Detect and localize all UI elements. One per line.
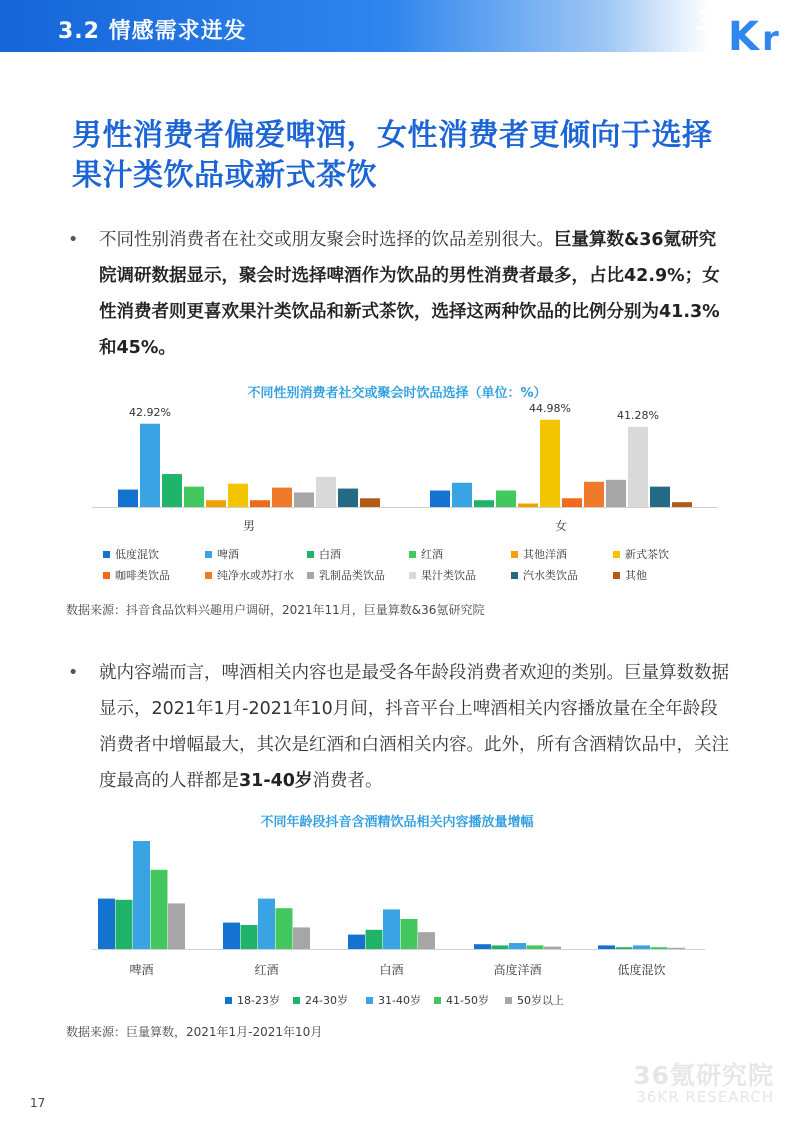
legend-swatch [409,572,416,579]
bar-男-果汁类饮品 [316,477,336,507]
bar-高度洋酒-50岁以上 [544,947,561,949]
bar-低度混饮-41-50岁 [651,947,668,949]
legend-label: 18-23岁 [237,994,280,1007]
bar-女-新式茶饮 [540,420,560,507]
bullet-dot: • [68,663,79,683]
bar-女-其他洋酒 [518,504,538,507]
paragraph-2-normal-1: 就内容端而言，啤酒相关内容也是最受各年龄段消费者欢迎的类别。巨量算数数据显示，2021年1月-2021年10月间，抖音平台上啤酒相关内容播放量在全年龄段消费者中增幅最大，其次是红酒和白酒相关内容。此外，所有含酒精饮品中，关注度最高的人群都是 [99,663,729,791]
data-label: 42.92% [129,405,171,419]
headline: 男性消费者偏爱啤酒，女性消费者更倾向于选择果汁类饮品或新式茶饮 [72,118,713,193]
chart-2-source: 数据来源：巨量算数，2021年1月-2021年10月 [66,1025,323,1039]
legend-label: 汽水类饮品 [523,569,578,582]
legend-swatch [366,997,373,1004]
legend-item [511,546,567,562]
page-number: 17 [30,1096,46,1110]
bar-女-乳制品类饮品 [606,480,626,507]
bar-红酒-18-23岁 [223,923,240,949]
category-label: 啤酒 [129,963,154,977]
legend-item [511,567,578,583]
paragraph-1 [68,222,732,366]
legend-swatch [103,572,110,579]
legend-item [225,992,280,1008]
svg-text:36: 36 [696,7,733,37]
legend-label: 24-30岁 [305,994,348,1007]
bar-低度混饮-24-30岁 [616,947,633,949]
legend-item [434,992,489,1008]
legend-swatch [205,572,212,579]
chart-1-source: 数据来源：抖音食品饮料兴趣用户调研，2021年11月，巨量算数&36氪研究院 [66,603,485,617]
legend-item [613,546,669,562]
bar-白酒-50岁以上 [418,932,435,949]
bar-红酒-41-50岁 [276,908,293,949]
bar-低度混饮-18-23岁 [598,945,615,949]
legend-label: 白酒 [319,548,341,561]
legend-swatch [409,551,416,558]
chart-2 [0,835,794,985]
bar-男-白酒 [162,474,182,507]
bar-男-红酒 [184,487,204,507]
chart-1 [0,401,794,550]
bar-高度洋酒-41-50岁 [527,945,544,949]
bar-男-其他洋酒 [206,500,226,507]
logo-36kr [688,2,788,60]
bar-啤酒-24-30岁 [116,900,133,949]
bar-白酒-24-30岁 [366,930,383,949]
paragraph-2-normal-2: 消费者。 [312,771,383,791]
legend-label: 41-50岁 [446,994,489,1007]
bar-女-纯净水或苏打水 [584,482,604,507]
chart-2-title: 不同年龄段抖音含酒精饮品相关内容播放量增幅 [260,815,534,830]
data-label: 44.98% [529,401,571,415]
section-title: 3.2 情感需求迸发 [58,19,247,44]
legend-label: 纯净水或苏打水 [217,569,294,582]
bar-高度洋酒-24-30岁 [492,945,509,949]
category-label: 高度洋酒 [493,963,542,977]
bar-白酒-31-40岁 [383,909,400,949]
legend-label: 果汁类饮品 [421,569,476,582]
legend-label: 咖啡类饮品 [115,569,170,582]
legend-label: 31-40岁 [378,994,421,1007]
bar-女-果汁类饮品 [628,427,648,507]
category-label: 女 [554,519,568,533]
data-label: 41.28% [617,408,659,422]
category-label: 白酒 [379,963,404,977]
legend-swatch [511,551,518,558]
bar-女-咖啡类饮品 [562,498,582,507]
bar-男-其他 [360,498,380,507]
bar-低度混饮-31-40岁 [633,945,650,949]
legend-swatch [307,572,314,579]
legend-item [613,567,647,583]
legend-item [293,992,348,1008]
legend-item [205,567,294,583]
bar-男-汽水类饮品 [338,489,358,507]
bar-啤酒-50岁以上 [168,903,185,949]
svg-text:r: r [762,19,779,59]
chart-1-title: 不同性别消费者社交或聚会时饮品选择（单位：%） [247,386,547,401]
bar-女-红酒 [496,491,516,507]
legend-swatch [307,551,314,558]
legend-label: 50岁以上 [517,994,564,1007]
bar-红酒-24-30岁 [241,925,258,949]
bar-男-啤酒 [140,424,160,507]
bar-女-汽水类饮品 [650,487,670,507]
bar-啤酒-18-23岁 [98,899,115,949]
legend-item [505,992,564,1008]
bar-女-白酒 [474,500,494,507]
legend-swatch [613,572,620,579]
paragraph-2 [68,655,732,799]
legend-swatch [511,572,518,579]
watermark-cn: 36氪研究院 [633,1061,774,1090]
chart-2-legend [0,991,794,1009]
bar-男-乳制品类饮品 [294,492,314,507]
legend-item [366,992,421,1008]
bar-啤酒-41-50岁 [151,870,168,949]
chart-1-legend [0,540,794,590]
bar-低度混饮-50岁以上 [668,948,685,949]
watermark-en: 36KR RESEARCH [636,1088,774,1106]
category-label: 低度混饮 [617,963,666,977]
bar-啤酒-31-40岁 [133,841,150,949]
legend-swatch [103,551,110,558]
legend-item [103,546,159,562]
bullet-dot: • [68,230,79,250]
paragraph-2-bold: 31-40岁 [239,771,313,791]
legend-label: 其他洋酒 [523,548,567,561]
legend-item [409,546,443,562]
legend-swatch [205,551,212,558]
paragraph-1-normal: 不同性别消费者在社交或朋友聚会时选择的饮品差别很大。 [99,230,554,250]
category-label: 男 [242,519,256,533]
bar-男-咖啡类饮品 [250,500,270,507]
legend-label: 低度混饮 [115,548,159,561]
bar-红酒-31-40岁 [258,899,275,949]
legend-label: 红酒 [421,548,443,561]
legend-item [307,567,385,583]
bar-男-低度混饮 [118,490,138,507]
bar-白酒-41-50岁 [401,919,418,949]
legend-label: 其他 [625,569,647,582]
legend-label: 啤酒 [217,548,239,561]
bar-男-纯净水或苏打水 [272,488,292,507]
bar-红酒-50岁以上 [293,927,310,949]
bar-高度洋酒-18-23岁 [474,944,491,949]
bar-女-其他 [672,502,692,507]
legend-swatch [505,997,512,1004]
legend-label: 新式茶饮 [625,548,669,561]
legend-swatch [434,997,441,1004]
legend-swatch [225,997,232,1004]
legend-swatch [613,551,620,558]
legend-label: 乳制品类饮品 [319,569,385,582]
bar-高度洋酒-31-40岁 [509,943,526,949]
legend-item [103,567,170,583]
category-label: 红酒 [254,963,279,977]
bar-白酒-18-23岁 [348,935,365,949]
legend-item [307,546,341,562]
bar-男-新式茶饮 [228,484,248,507]
paragraph-1-bold: 巨量算数&36氪研究院调研数据显示，聚会时选择啤酒作为饮品的男性消费者最多，占比42.9%；女性消费者则更喜欢果汁类饮品和新式茶饮，选择这两种饮品的比例分别为41.3%和45%。 [99,230,720,358]
bar-女-低度混饮 [430,491,450,507]
legend-item [409,567,476,583]
bar-女-啤酒 [452,483,472,507]
legend-swatch [293,997,300,1004]
svg-text:K: K [728,14,759,60]
legend-item [205,546,239,562]
